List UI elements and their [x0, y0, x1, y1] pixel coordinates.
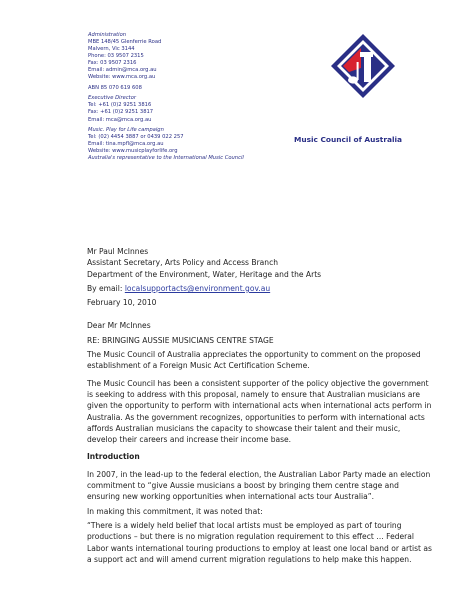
campaign-title: Music. Play for Life campaign — [88, 127, 164, 134]
admin-title: Administration — [88, 32, 127, 38]
salutation: Dear Mr McInnes — [87, 321, 151, 331]
exec-fax: Fax: +61 (0)2 9251 3817 — [88, 109, 154, 116]
letterhead-contacts — [88, 32, 303, 162]
campaign-website[interactable]: Website: www.musicplayforlife.org — [88, 148, 178, 155]
by-email-prefix: By email: — [87, 283, 125, 293]
organization-name: Music Council of Australia — [294, 135, 403, 144]
recipient-department: Department of the Environment, Water, Heritage and the Arts — [87, 269, 322, 279]
by-email-line — [87, 283, 432, 294]
subject-line: RE: BRINGING AUSSIE MUSICIANS CENTRE STAGE — [87, 335, 274, 345]
paragraph-4: In making this commitment, it was noted that: — [87, 506, 263, 516]
music-council-logo-icon — [331, 34, 395, 98]
admin-phone: Phone: 03 9507 2315 — [88, 53, 144, 60]
letter-body — [87, 246, 432, 565]
paragraph-1: The Music Council of Australia appreciates the opportunity to comment on the proposed establishment of a Foreign Music Act Certification Scheme. — [87, 350, 421, 371]
address-line-1: MBE 148/45 Glenferrie Road — [88, 39, 162, 46]
address-line-2: Malvern, Vic 3144 — [88, 46, 135, 53]
recipient-name: Mr Paul McInnes — [87, 247, 149, 256]
admin-email[interactable]: Email: admin@mca.org.au — [88, 67, 157, 74]
admin-fax: Fax: 03 9507 2316 — [88, 60, 137, 67]
exec-tel: Tel: +61 (0)2 9251 3816 — [88, 102, 152, 109]
representative-note: Australia's representative to the International Music Council — [88, 155, 244, 162]
campaign-email[interactable]: Email: tina.mpfl@mca.org.au — [88, 141, 164, 148]
paragraph-3: In 2007, in the lead-up to the federal election, the Australian Labor Party made an election commitment to “give Aussie musicians a boost by bringing them centre stage and ensuring new working opportunities when international acts tour Australia”. — [87, 469, 431, 502]
recipient-title: Assistant Secretary, Arts Policy and Access Branch — [87, 258, 279, 268]
exec-email[interactable]: Email: mca@mca.org.au — [88, 116, 152, 123]
quote-paragraph: “There is a widely held belief that local artists must be employed as part of touring productions – but there is no migration regulation requirement to this effect … Federal Labor wants international touring productions to employ at least one local band or artist as a support act and will amend current migration regulations to help make this happen. — [87, 520, 432, 564]
section-heading-introduction: Introduction — [87, 452, 140, 462]
exec-title: Executive Director — [88, 95, 137, 102]
paragraph-2: The Music Council has been a consistent supporter of the policy objective the government is seeking to address with this proposal, namely to ensure that Australian musicians are given the opportunity to perform with international acts when international acts perform in Australia. As the government recognizes, opportunities to perform with international acts affords Australian musicians the capacity to showcase their talent and their music, develop their careers and increase their income base. — [87, 378, 432, 445]
letter-date: February 10, 2010 — [87, 298, 157, 308]
admin-website[interactable]: Website: www.mca.org.au — [88, 74, 156, 81]
abn: ABN 85 070 619 608 — [88, 84, 142, 91]
campaign-tel: Tel: (02) 4454 3887 or 0439 022 257 — [88, 134, 184, 141]
email-link[interactable]: localsupportacts@environment.gov.au — [124, 283, 271, 293]
